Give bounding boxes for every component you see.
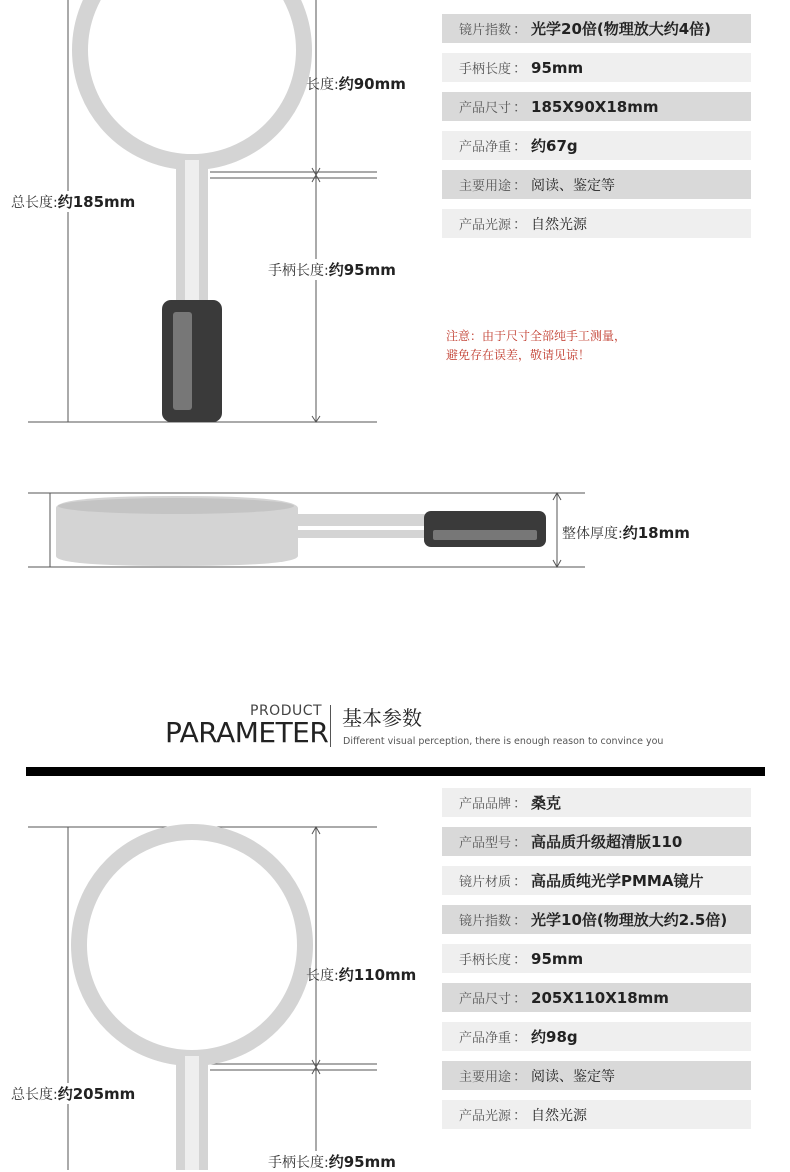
header-divider bbox=[330, 705, 331, 747]
spec-label: 主要用途 bbox=[459, 1070, 512, 1085]
header-product-word: PRODUCT bbox=[250, 703, 323, 719]
spec-sep: ： bbox=[513, 177, 528, 194]
spec-label: 手柄长度 bbox=[459, 62, 512, 77]
spec-label: 产品尺寸 bbox=[459, 992, 512, 1007]
top-spec-list bbox=[442, 14, 751, 248]
bottom-total-length-label: 总长度:约205mm bbox=[11, 1085, 136, 1103]
spec-row-weight bbox=[442, 131, 751, 160]
spec-row-usage bbox=[442, 1061, 751, 1090]
header-chinese-title: 基本参数 bbox=[342, 706, 422, 730]
note-line-2: 避免存在误差，敬请见谅！ bbox=[446, 348, 591, 362]
spec-sep: ： bbox=[513, 795, 528, 812]
spec-label: 产品净重 bbox=[459, 140, 512, 155]
spec-value: 阅读、鉴定等 bbox=[531, 177, 616, 194]
side-handle bbox=[298, 514, 428, 526]
spec-label: 镜片材质 bbox=[459, 875, 512, 890]
spec-value: 阅读、鉴定等 bbox=[531, 1068, 616, 1085]
spec-value: 光学20倍(物理放大约4倍) bbox=[531, 20, 712, 38]
spec-label: 镜片指数 bbox=[459, 23, 512, 38]
thickness-label: 整体厚度:约18mm bbox=[562, 524, 690, 542]
spec-row-lens-index bbox=[442, 14, 751, 43]
spec-sep: ： bbox=[513, 951, 528, 968]
spec-label: 产品品牌 bbox=[459, 797, 512, 812]
spec-sep: ： bbox=[513, 990, 528, 1007]
spec-value: 光学10倍(物理放大约2.5倍) bbox=[531, 911, 728, 929]
lens-ring bbox=[80, 0, 304, 162]
spec-row-light-source bbox=[442, 209, 751, 238]
spec-value: 185X90X18mm bbox=[531, 97, 659, 116]
spec-sep: ： bbox=[513, 1029, 528, 1046]
spec-row-size bbox=[442, 983, 751, 1012]
side-grip bbox=[424, 511, 546, 547]
spec-sep: ： bbox=[513, 21, 528, 38]
spec-row-handle-length bbox=[442, 944, 751, 973]
header-english-tagline: Different visual perception, there is enough reason to convince you bbox=[343, 736, 664, 747]
top-total-length-label: 总长度:约185mm bbox=[11, 193, 136, 211]
spec-value: 自然光源 bbox=[531, 1107, 588, 1124]
spec-row-size bbox=[442, 92, 751, 121]
spec-sep: ： bbox=[513, 1068, 528, 1085]
header-parameter-word: PARAMETER bbox=[165, 716, 329, 749]
spec-label: 镜片指数 bbox=[459, 914, 512, 929]
spec-sep: ： bbox=[513, 99, 528, 116]
spec-value: 高品质纯光学PMMA镜片 bbox=[531, 872, 704, 890]
top-lens-length-label: 长度:约90mm bbox=[306, 75, 406, 93]
spec-sep: ： bbox=[513, 873, 528, 890]
spec-row-model bbox=[442, 827, 751, 856]
bottom-lens-length-label: 长度:约110mm bbox=[306, 966, 417, 984]
spec-value: 约67g bbox=[531, 137, 578, 155]
spec-sep: ： bbox=[513, 138, 528, 155]
spec-value: 桑克 bbox=[531, 794, 562, 812]
spec-row-usage bbox=[442, 170, 751, 199]
spec-value: 95mm bbox=[531, 949, 584, 968]
spec-sep: ： bbox=[513, 1107, 528, 1124]
spec-sep: ： bbox=[513, 60, 528, 77]
spec-label: 主要用途 bbox=[459, 179, 512, 194]
spec-value: 205X110X18mm bbox=[531, 988, 669, 1007]
bottom-handle-length-label: 手柄长度:约95mm bbox=[268, 1153, 396, 1171]
spec-row-handle-length bbox=[442, 53, 751, 82]
spec-label: 产品型号 bbox=[459, 836, 512, 851]
section-rule bbox=[26, 767, 765, 776]
spec-value: 高品质升级超清版110 bbox=[531, 833, 683, 851]
spec-value: 自然光源 bbox=[531, 216, 588, 233]
bottom-lens-ring bbox=[79, 832, 305, 1058]
top-handle-length-label: 手柄长度:约95mm bbox=[268, 261, 396, 279]
spec-row-lens-material bbox=[442, 866, 751, 895]
spec-value: 95mm bbox=[531, 58, 584, 77]
spec-label: 产品光源 bbox=[459, 1109, 512, 1124]
spec-label: 产品尺寸 bbox=[459, 101, 512, 116]
measurement-note bbox=[446, 327, 626, 365]
spec-value: 约98g bbox=[531, 1028, 578, 1046]
spec-sep: ： bbox=[513, 216, 528, 233]
spec-sep: ： bbox=[513, 834, 528, 851]
spec-sep: ： bbox=[513, 912, 528, 929]
bottom-spec-list bbox=[442, 788, 751, 1139]
spec-row-lens-index bbox=[442, 905, 751, 934]
spec-row-weight bbox=[442, 1022, 751, 1051]
note-line-1: 注意：由于尺寸全部纯手工测量， bbox=[446, 329, 627, 343]
spec-row-brand bbox=[442, 788, 751, 817]
spec-label: 手柄长度 bbox=[459, 953, 512, 968]
spec-row-light-source bbox=[442, 1100, 751, 1129]
spec-label: 产品光源 bbox=[459, 218, 512, 233]
spec-label: 产品净重 bbox=[459, 1031, 512, 1046]
